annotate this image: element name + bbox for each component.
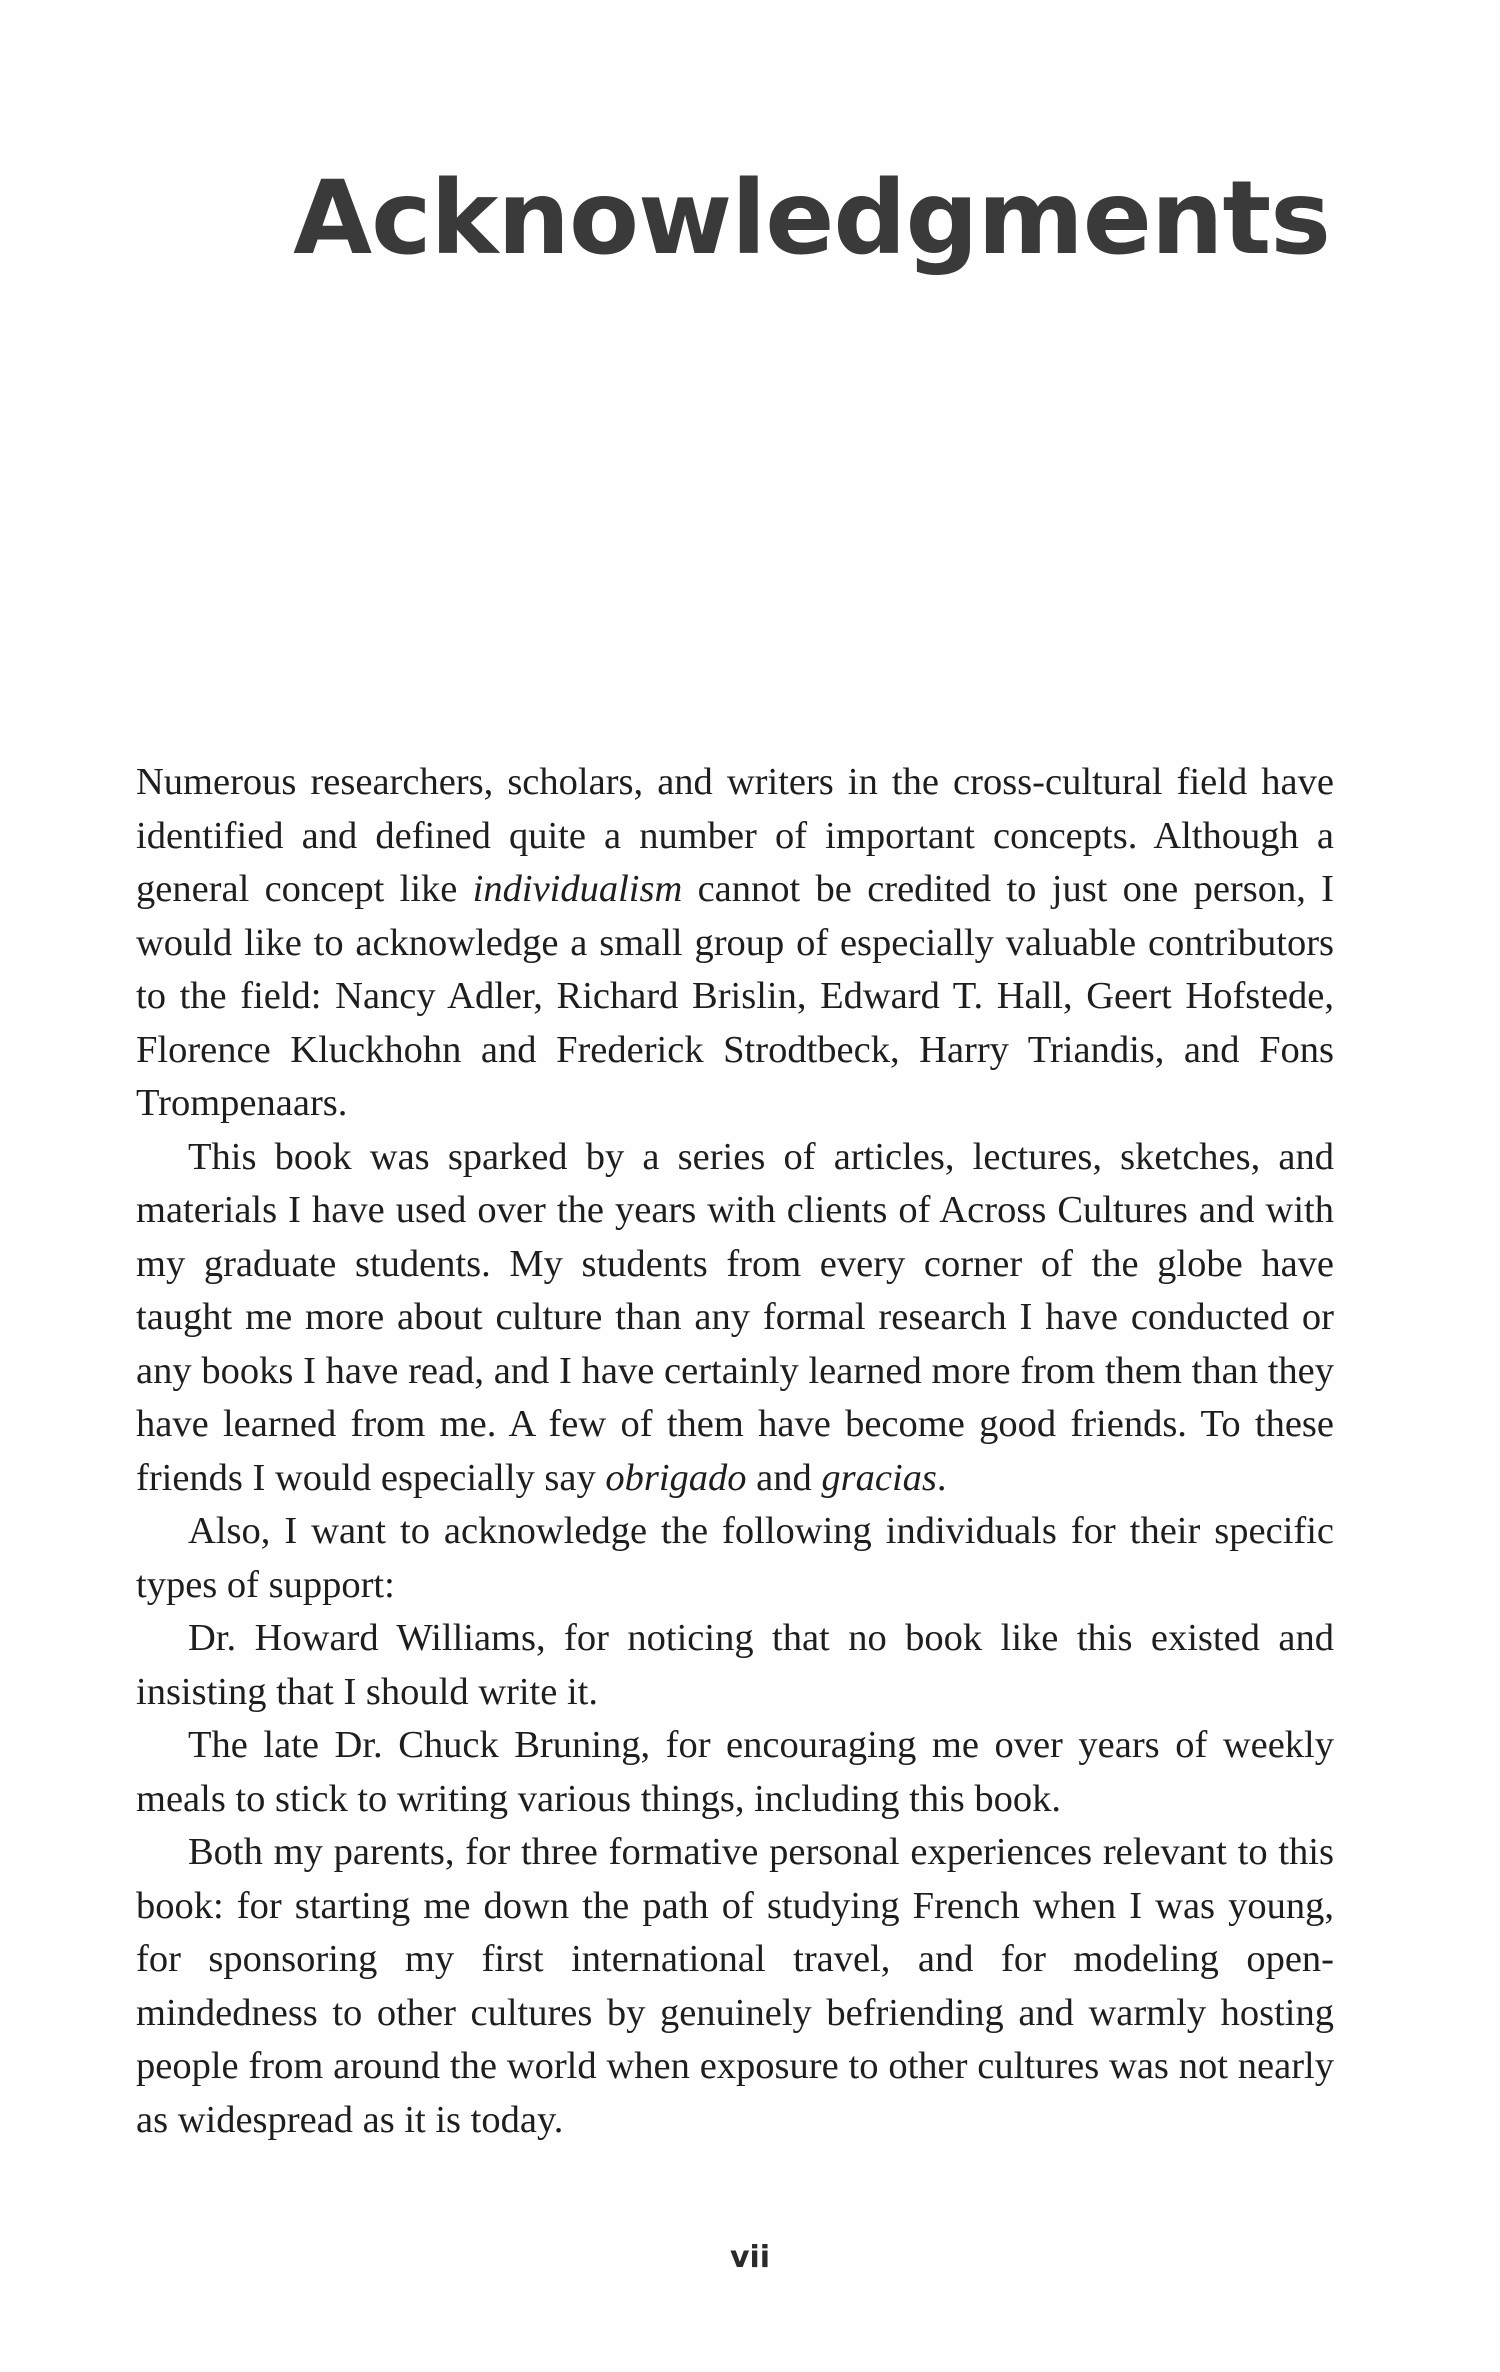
italic-term: gracias	[821, 1456, 937, 1499]
body-text	[136, 756, 1334, 2147]
paragraph-text: This book was sparked by a series of articles, lectures, sketches, and materials I have used over the years with clients of Across Cultures and with my graduate students. My students from every corner of the globe have taught me more about culture than any formal research I have conducted or any books I have read, and I have certainly learned more from them than they have learned from me. A few of them have become good friends. To these friends I would especially say	[136, 1135, 1334, 1499]
page-title: Acknowledgments	[293, 159, 1330, 278]
paragraph-text: Numerous researchers, scholars, and writers in the cross-cultural field have identified and defined quite a number of important concepts. Although a general concept like	[136, 761, 1334, 910]
paragraph-parents: Both my parents, for three formative personal experiences relevant to this book: for starting me down the path of studying French when I was young, for sponsoring my first international travel, and for modeling open-mindedness to other cultures by genuinely befriending and warmly hosting people from around the world when exposure to other cultures was not nearly as widespread as it is today.	[136, 1831, 1334, 2141]
page-number: vii	[729, 2240, 771, 2275]
italic-term: obrigado	[605, 1456, 747, 1499]
italic-term: individualism	[472, 868, 683, 910]
paragraph-text: cannot be credited to just one person, I would like to acknowledge a small group of especially valuable contributors to the field: Nancy Adler, Richard Brislin, Edward T. Hall, Geert Hofstede, Florence Kluckhohn and Frederick Strodtbeck, Harry Triandis, and Fons Trompenaars.	[136, 868, 1334, 1124]
paragraph-text: .	[936, 1456, 947, 1499]
paragraph-chuck-bruning: The late Dr. Chuck Bruning, for encouraging me over years of weekly meals to stick to writing various things, including this book.	[136, 1724, 1334, 1820]
paragraph-support-intro: Also, I want to acknowledge the following individuals for their specific types of support:	[136, 1510, 1334, 1606]
paragraph-howard-williams: Dr. Howard Williams, for noticing that no book like this existed and insisting that I should write it.	[136, 1617, 1334, 1713]
paragraph-contributors	[136, 756, 1334, 1131]
paragraph-students	[136, 1131, 1334, 1506]
paragraph-text: and	[746, 1456, 822, 1499]
